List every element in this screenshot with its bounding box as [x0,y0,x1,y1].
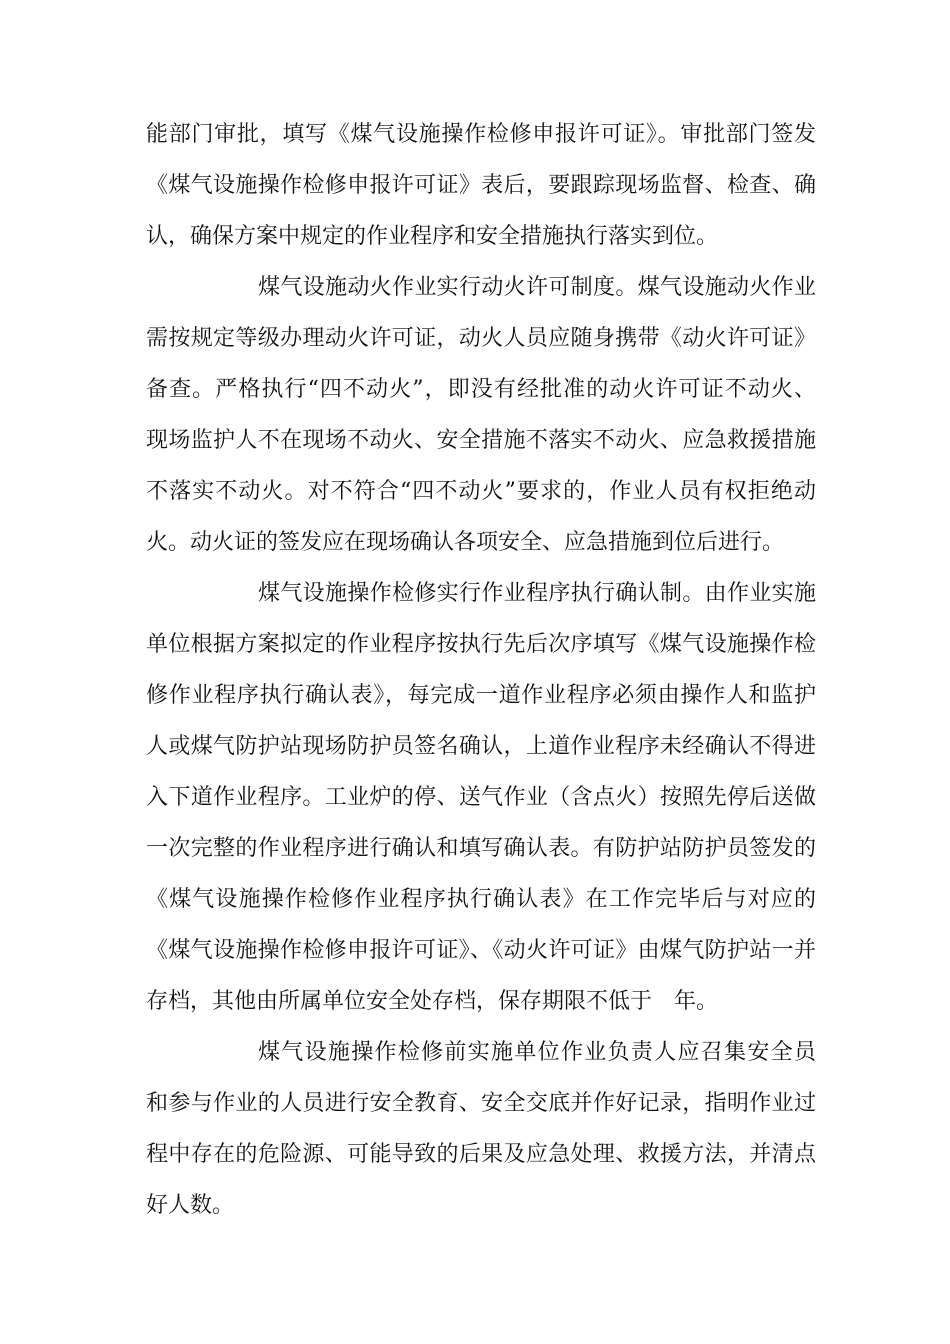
paragraph-2-line-5: 不落实不动火。对不符合“四不动火”要求的，作业人员有权拒绝动 [146,479,816,504]
paragraph-3-line-6: 一次完整的作业程序进行确认和填写确认表。有防护站防护员签发的 [146,836,816,861]
paragraph-2-line-6: 火。动火证的签发应在现场确认各项安全、应急措施到位后进行。 [146,530,785,555]
paragraph-3-line-4: 人或煤气防护站现场防护员签名确认，上道作业程序未经确认不得进 [146,734,816,759]
paragraph-4-line-2: 和参与作业的人员进行安全教育、安全交底并作好记录，指明作业过 [146,1091,816,1116]
paragraph-3-line-8: 《煤气设施操作检修申报许可证》、《动火许可证》由煤气防护站一并 [146,938,816,963]
paragraph-3-line-9: 存档，其他由所属单位安全处存档，保存期限不低于 年。 [146,989,719,1014]
paragraph-3-line-5: 入下道作业程序。工业炉的停、送气作业（含点火）按照先停后送做 [146,785,816,810]
paragraph-1-line-2: 《煤气设施操作检修申报许可证》表后，要跟踪现场监督、检查、确 [146,173,816,198]
paragraph-2-line-4: 现场监护人不在现场不动火、安全措施不落实不动火、应急救援措施 [146,428,816,453]
paragraph-1-line-3: 认，确保方案中规定的作业程序和安全措施执行落实到位。 [146,224,719,249]
paragraph-2-line-1: 煤气设施动火作业实行动火许可制度。煤气设施动火作业 [258,275,816,300]
paragraph-1-line-1: 能部门审批，填写《煤气设施操作检修申报许可证》。审批部门签发 [146,122,816,147]
paragraph-3-line-7: 《煤气设施操作检修作业程序执行确认表》在工作完毕后与对应的 [146,887,816,912]
paragraph-3-line-2: 单位根据方案拟定的作业程序按执行先后次序填写《煤气设施操作检 [146,632,816,657]
paragraph-4-line-3: 程中存在的危险源、可能导致的后果及应急处理、救援方法，并清点 [146,1142,816,1167]
paragraph-3-line-1: 煤气设施操作检修实行作业程序执行确认制。由作业实施 [258,581,816,606]
paragraph-3-line-3: 修作业程序执行确认表》，每完成一道作业程序必须由操作人和监护 [146,683,816,708]
paragraph-2-line-2: 需按规定等级办理动火许可证，动火人员应随身携带《动火许可证》 [146,326,816,351]
paragraph-2-line-3: 备查。严格执行“四不动火”，即没有经批准的动火许可证不动火、 [146,377,816,402]
paragraph-4-line-4: 好人数。 [146,1193,235,1218]
paragraph-4-line-1: 煤气设施操作检修前实施单位作业负责人应召集安全员 [258,1040,816,1065]
